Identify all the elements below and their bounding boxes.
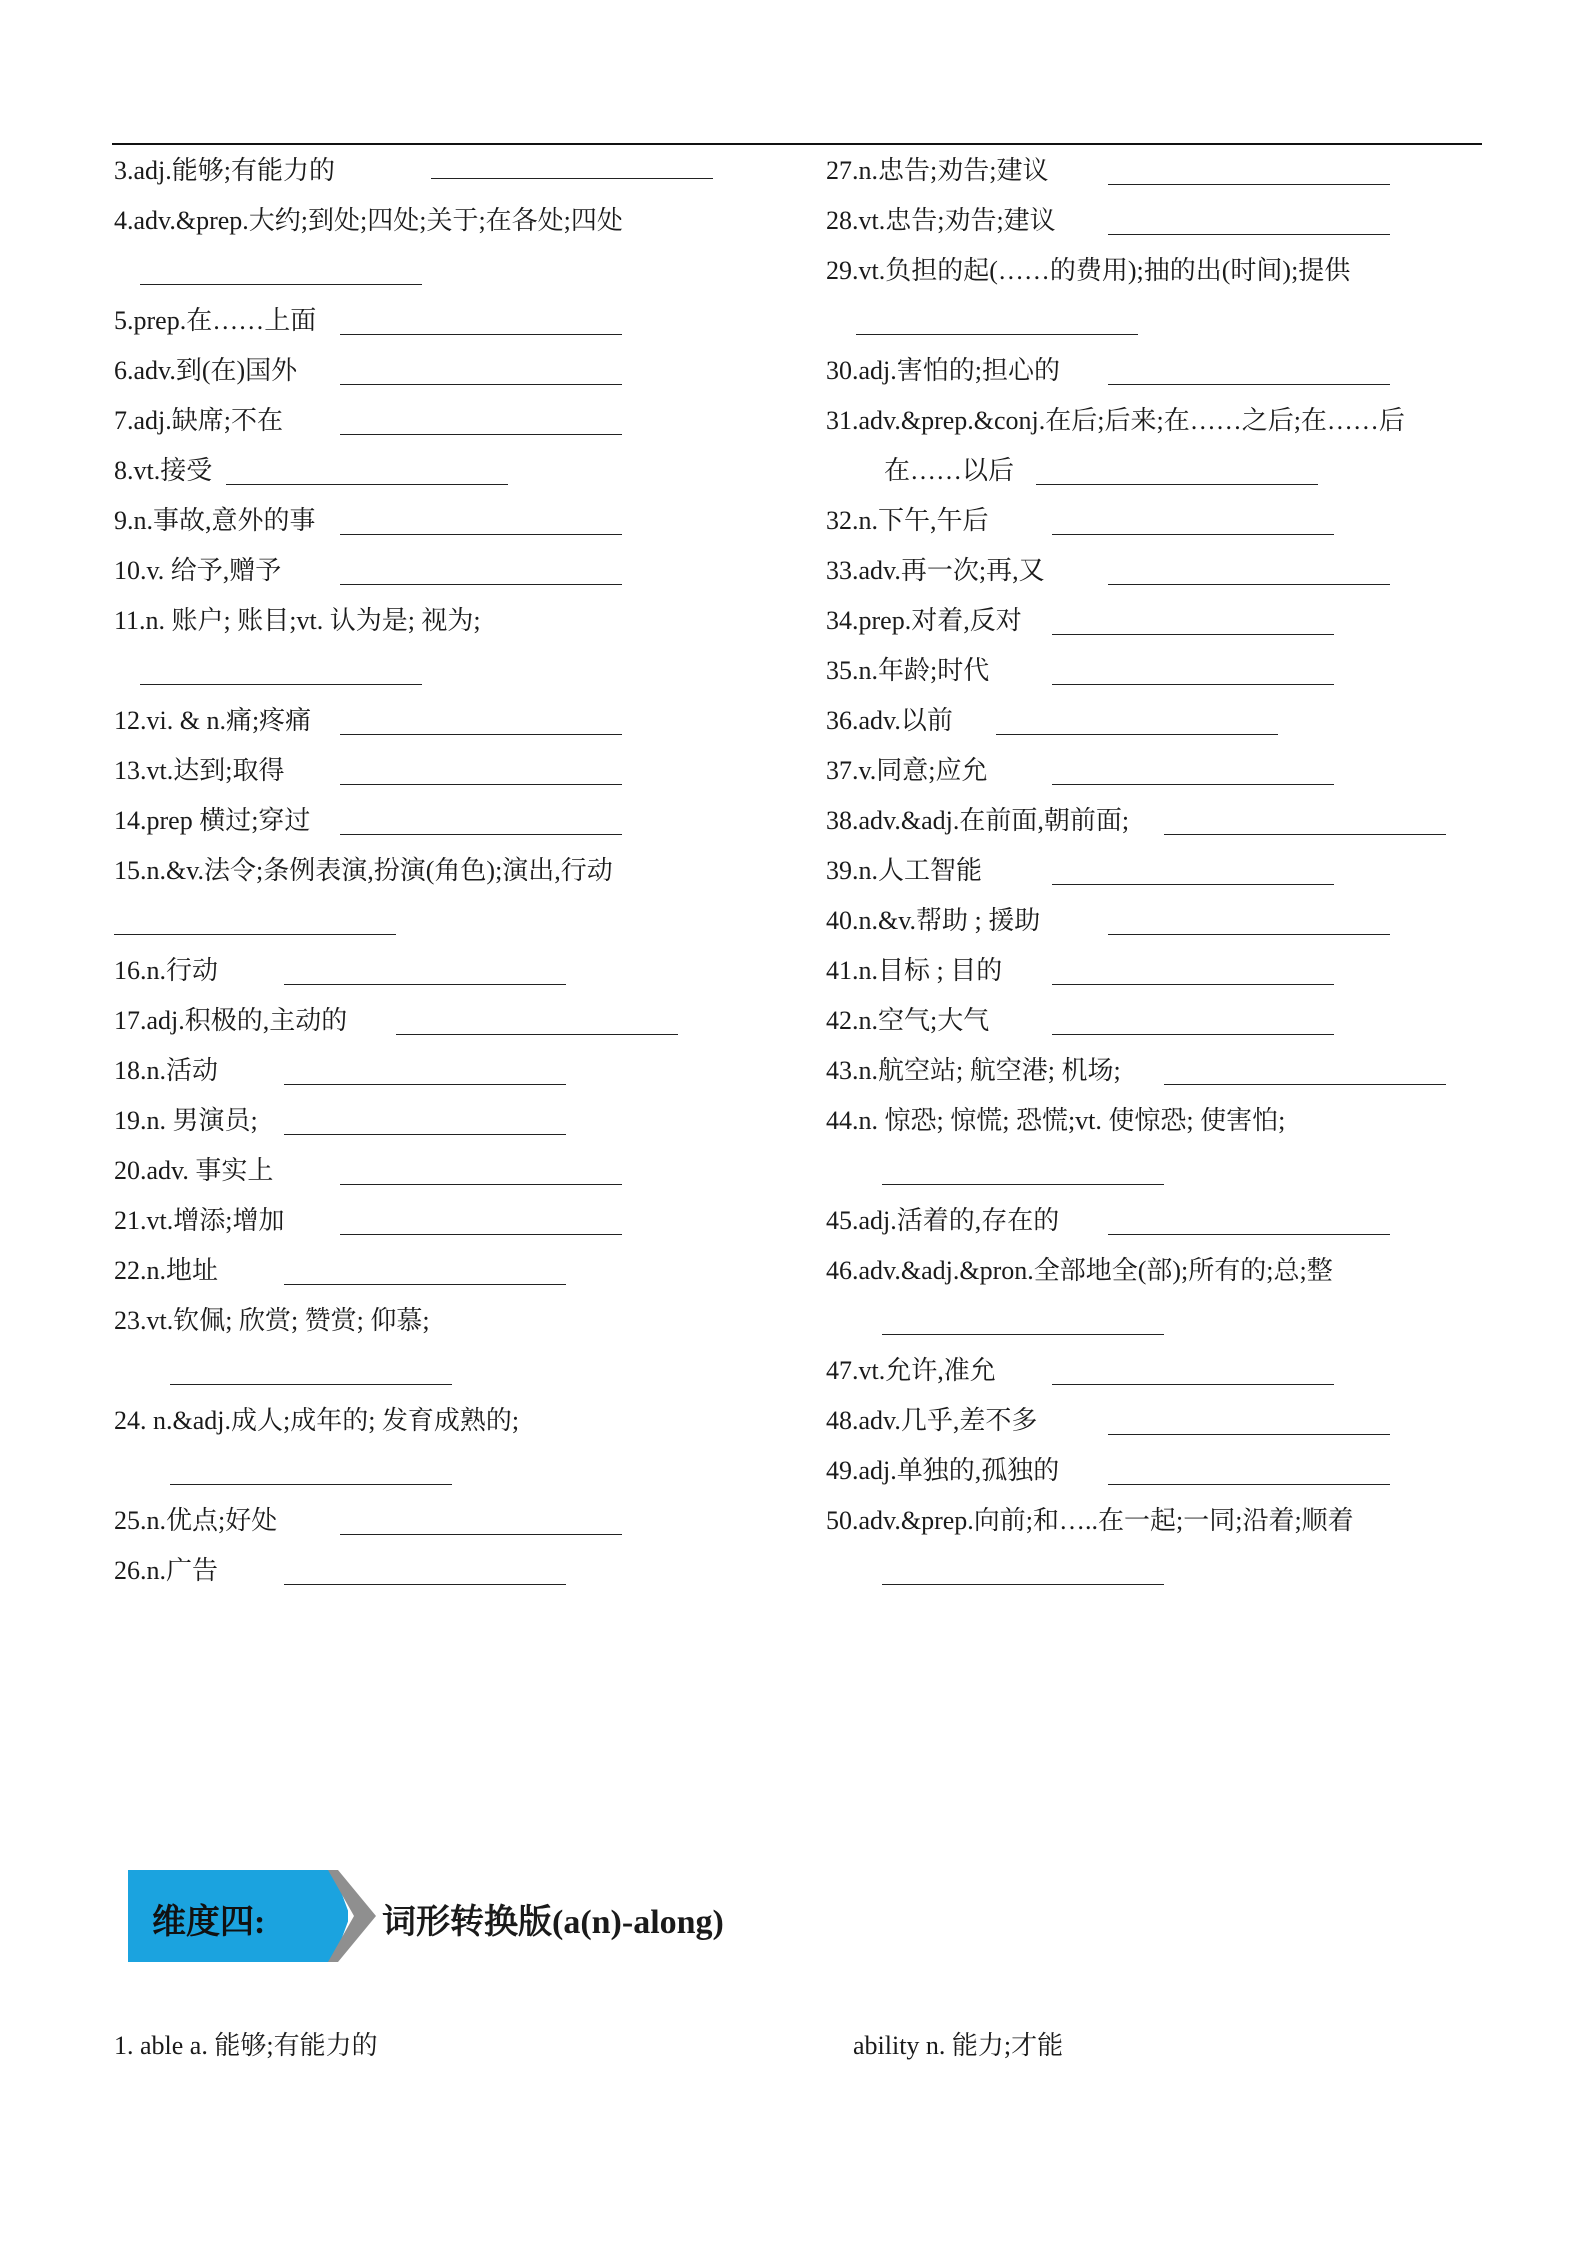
item-text: 46.adv.&adj.&pron.全部地全(部);所有的;总;整 — [826, 1256, 1333, 1285]
item-text: 32.n.下午,午后 — [826, 506, 989, 535]
answer-blank[interactable] — [1108, 933, 1390, 935]
item-text: 16.n.行动 — [114, 956, 219, 985]
vocab-item — [826, 204, 1056, 238]
item-text: 4.adv.&prep.大约;到处;四处;关于;在各处;四处 — [114, 206, 623, 235]
conversion-derived-word: ability n. 能力;才能 — [853, 2031, 1064, 2060]
item-text: 48.adv.几乎,差不多 — [826, 1406, 1038, 1435]
vocab-item — [826, 504, 989, 538]
answer-blank[interactable] — [1052, 983, 1334, 985]
answer-blank[interactable] — [114, 933, 396, 935]
answer-blank[interactable] — [340, 433, 622, 435]
item-text: 22.n.地址 — [114, 1256, 219, 1285]
answer-blank[interactable] — [1164, 833, 1446, 835]
vocab-item — [114, 304, 316, 338]
item-text: 44.n. 惊恐; 惊慌; 恐慌;vt. 使惊恐; 使害怕; — [826, 1106, 1286, 1135]
vocab-item — [826, 1504, 1354, 1538]
vocab-item — [114, 1154, 273, 1188]
item-text: 30.adj.害怕的;担心的 — [826, 356, 1060, 385]
item-text: 13.vt.达到;取得 — [114, 756, 285, 785]
answer-blank[interactable] — [1052, 1383, 1334, 1385]
vocab-item — [826, 1204, 1059, 1238]
vocab-item — [826, 954, 1002, 988]
item-text: 6.adv.到(在)国外 — [114, 356, 298, 385]
answer-blank[interactable] — [1108, 1433, 1390, 1435]
answer-blank[interactable] — [340, 733, 622, 735]
answer-blank[interactable] — [340, 833, 622, 835]
item-text: 在……以后 — [884, 456, 1015, 485]
answer-blank[interactable] — [340, 333, 622, 335]
vocab-item — [114, 1004, 347, 1038]
vocab-item-continuation — [884, 454, 1014, 488]
vocab-item — [826, 1454, 1059, 1488]
vocab-item — [826, 554, 1045, 588]
item-text: 11.n. 账户; 账目;vt. 认为是; 视为; — [114, 606, 481, 635]
answer-blank[interactable] — [1036, 483, 1318, 485]
answer-blank[interactable] — [1052, 533, 1334, 535]
answer-blank[interactable] — [396, 1033, 678, 1035]
vocab-item — [114, 1554, 218, 1588]
vocab-item — [826, 1404, 1037, 1438]
answer-blank[interactable] — [170, 1383, 452, 1385]
vocab-item — [114, 554, 281, 588]
item-text: 9.n.事故,意外的事 — [114, 506, 316, 535]
answer-blank[interactable] — [340, 1533, 622, 1535]
item-text: 39.n.人工智能 — [826, 856, 983, 885]
item-text: 31.adv.&prep.&conj.在后;后来;在……之后;在……后 — [826, 406, 1405, 435]
item-text: 38.adv.&adj.在前面,朝前面; — [826, 806, 1130, 835]
item-text: 45.adj.活着的,存在的 — [826, 1206, 1060, 1235]
vocab-item — [114, 854, 613, 888]
vocab-item — [114, 804, 310, 838]
item-text: 24. n.&adj.成人;成年的; 发育成熟的; — [114, 1406, 520, 1435]
vocab-item — [114, 754, 284, 788]
vocab-item — [826, 754, 988, 788]
item-text: 37.v.同意;应允 — [826, 756, 988, 785]
answer-blank[interactable] — [996, 733, 1278, 735]
vocab-item — [114, 1304, 430, 1338]
vocab-item — [826, 1354, 996, 1388]
vocab-item — [114, 454, 212, 488]
vocab-item — [826, 1104, 1285, 1138]
item-text: 40.n.&v.帮助 ; 援助 — [826, 906, 1041, 935]
answer-blank[interactable] — [1052, 883, 1334, 885]
answer-blank[interactable] — [340, 583, 622, 585]
answer-blank[interactable] — [1108, 183, 1390, 185]
vocab-item — [114, 154, 713, 188]
vocab-item — [826, 1054, 1121, 1088]
vocab-item — [826, 154, 1048, 188]
item-text: 26.n.广告 — [114, 1556, 219, 1585]
answer-blank[interactable] — [1164, 1083, 1446, 1085]
item-text: 49.adj.单独的,孤独的 — [826, 1456, 1060, 1485]
item-text: 18.n.活动 — [114, 1056, 219, 1085]
item-text: 42.n.空气;大气 — [826, 1006, 990, 1035]
vocab-item — [114, 1104, 258, 1138]
answer-blank[interactable] — [882, 1333, 1164, 1335]
vocab-item — [114, 704, 311, 738]
vocab-item — [114, 604, 481, 638]
item-text: 47.vt.允许,准允 — [826, 1356, 996, 1385]
vocab-item — [114, 204, 623, 238]
item-text: 23.vt.钦佩; 欣赏; 赞赏; 仰慕; — [114, 1306, 430, 1335]
vocab-item — [826, 904, 1040, 938]
item-text: 14.prep 横过;穿过 — [114, 806, 311, 835]
answer-blank[interactable] — [140, 683, 422, 685]
vocab-item — [114, 1504, 277, 1538]
vocab-item — [114, 1204, 284, 1238]
vocab-item — [114, 1254, 218, 1288]
answer-blank[interactable] — [340, 1183, 622, 1185]
vocab-item — [826, 1004, 989, 1038]
vocab-item — [826, 354, 1060, 388]
item-text: 5.prep.在……上面 — [114, 306, 317, 335]
vocab-item — [114, 354, 297, 388]
answer-blank[interactable] — [284, 1283, 566, 1285]
answer-blank[interactable] — [340, 533, 622, 535]
conversion-base-word: 1. able a. 能够;有能力的 — [114, 2031, 378, 2060]
vocab-item — [826, 654, 989, 688]
answer-blank[interactable] — [856, 333, 1138, 335]
answer-blank[interactable] — [284, 1083, 566, 1085]
item-text: 8.vt.接受 — [114, 456, 213, 485]
item-text: 50.adv.&prep.向前;和…..在一起;一同;沿着;顺着 — [826, 1506, 1354, 1535]
item-text: 36.adv.以前 — [826, 706, 953, 735]
vocab-item — [114, 954, 218, 988]
answer-blank[interactable] — [1052, 633, 1334, 635]
item-text: 35.n.年龄;时代 — [826, 656, 990, 685]
answer-blank[interactable] — [1052, 783, 1334, 785]
item-text: 43.n.航空站; 航空港; 机场; — [826, 1056, 1121, 1085]
answer-blank[interactable] — [284, 1583, 566, 1585]
vocab-item — [826, 254, 1350, 288]
vocab-item — [826, 404, 1405, 438]
item-text: 25.n.优点;好处 — [114, 1506, 278, 1535]
item-text: 12.vi. & n.痛;疼痛 — [114, 706, 312, 735]
item-text: 41.n.目标 ; 目的 — [826, 956, 1003, 985]
vocab-item — [826, 804, 1129, 838]
answer-blank[interactable] — [140, 283, 422, 285]
answer-blank[interactable] — [340, 383, 622, 385]
item-text: 29.vt.负担的起(……的费用);抽的出(时间);提供 — [826, 256, 1351, 285]
item-text: 15.n.&v.法令;条例表演,扮演(角色);演出,行动 — [114, 856, 613, 885]
vocab-item — [114, 404, 283, 438]
answer-blank[interactable] — [1108, 1233, 1390, 1235]
item-text: 7.adj.缺席;不在 — [114, 406, 283, 435]
answer-blank[interactable] — [1108, 383, 1390, 385]
item-text: 33.adv.再一次;再,又 — [826, 556, 1045, 585]
vocab-item — [826, 854, 982, 888]
section-title: 词形转换版(a(n)-along) — [382, 1904, 724, 1941]
answer-blank[interactable] — [431, 177, 713, 179]
answer-blank[interactable] — [1052, 683, 1334, 685]
answer-blank[interactable] — [1052, 1033, 1334, 1035]
item-text: 28.vt.忠告;劝告;建议 — [826, 206, 1056, 235]
answer-blank[interactable] — [1108, 583, 1390, 585]
item-text: 20.adv. 事实上 — [114, 1156, 274, 1185]
vocab-item — [114, 1404, 519, 1438]
answer-blank[interactable] — [882, 1583, 1164, 1585]
top-rule — [112, 143, 1482, 145]
answer-blank[interactable] — [340, 783, 622, 785]
vocab-item — [826, 704, 953, 738]
answer-blank[interactable] — [284, 983, 566, 985]
vocab-item — [826, 1254, 1333, 1288]
item-text: 3.adj.能够;有能力的 — [114, 156, 335, 185]
item-text: 21.vt.增添;增加 — [114, 1206, 285, 1235]
vocab-item — [114, 504, 316, 538]
answer-blank[interactable] — [226, 483, 508, 485]
answer-blank[interactable] — [1108, 1483, 1390, 1485]
item-text: 10.v. 给予,赠予 — [114, 556, 282, 585]
vocab-item — [826, 604, 1022, 638]
item-text: 17.adj.积极的,主动的 — [114, 1006, 348, 1035]
answer-blank[interactable] — [1108, 233, 1390, 235]
item-text: 27.n.忠告;劝告;建议 — [826, 156, 1049, 185]
vocab-item — [114, 1054, 218, 1088]
item-text: 34.prep.对着,反对 — [826, 606, 1022, 635]
answer-blank[interactable] — [882, 1183, 1164, 1185]
answer-blank[interactable] — [340, 1233, 622, 1235]
answer-blank[interactable] — [284, 1133, 566, 1135]
answer-blank[interactable] — [170, 1483, 452, 1485]
section-label: 维度四: — [152, 1904, 266, 1941]
item-text: 19.n. 男演员; — [114, 1106, 258, 1135]
